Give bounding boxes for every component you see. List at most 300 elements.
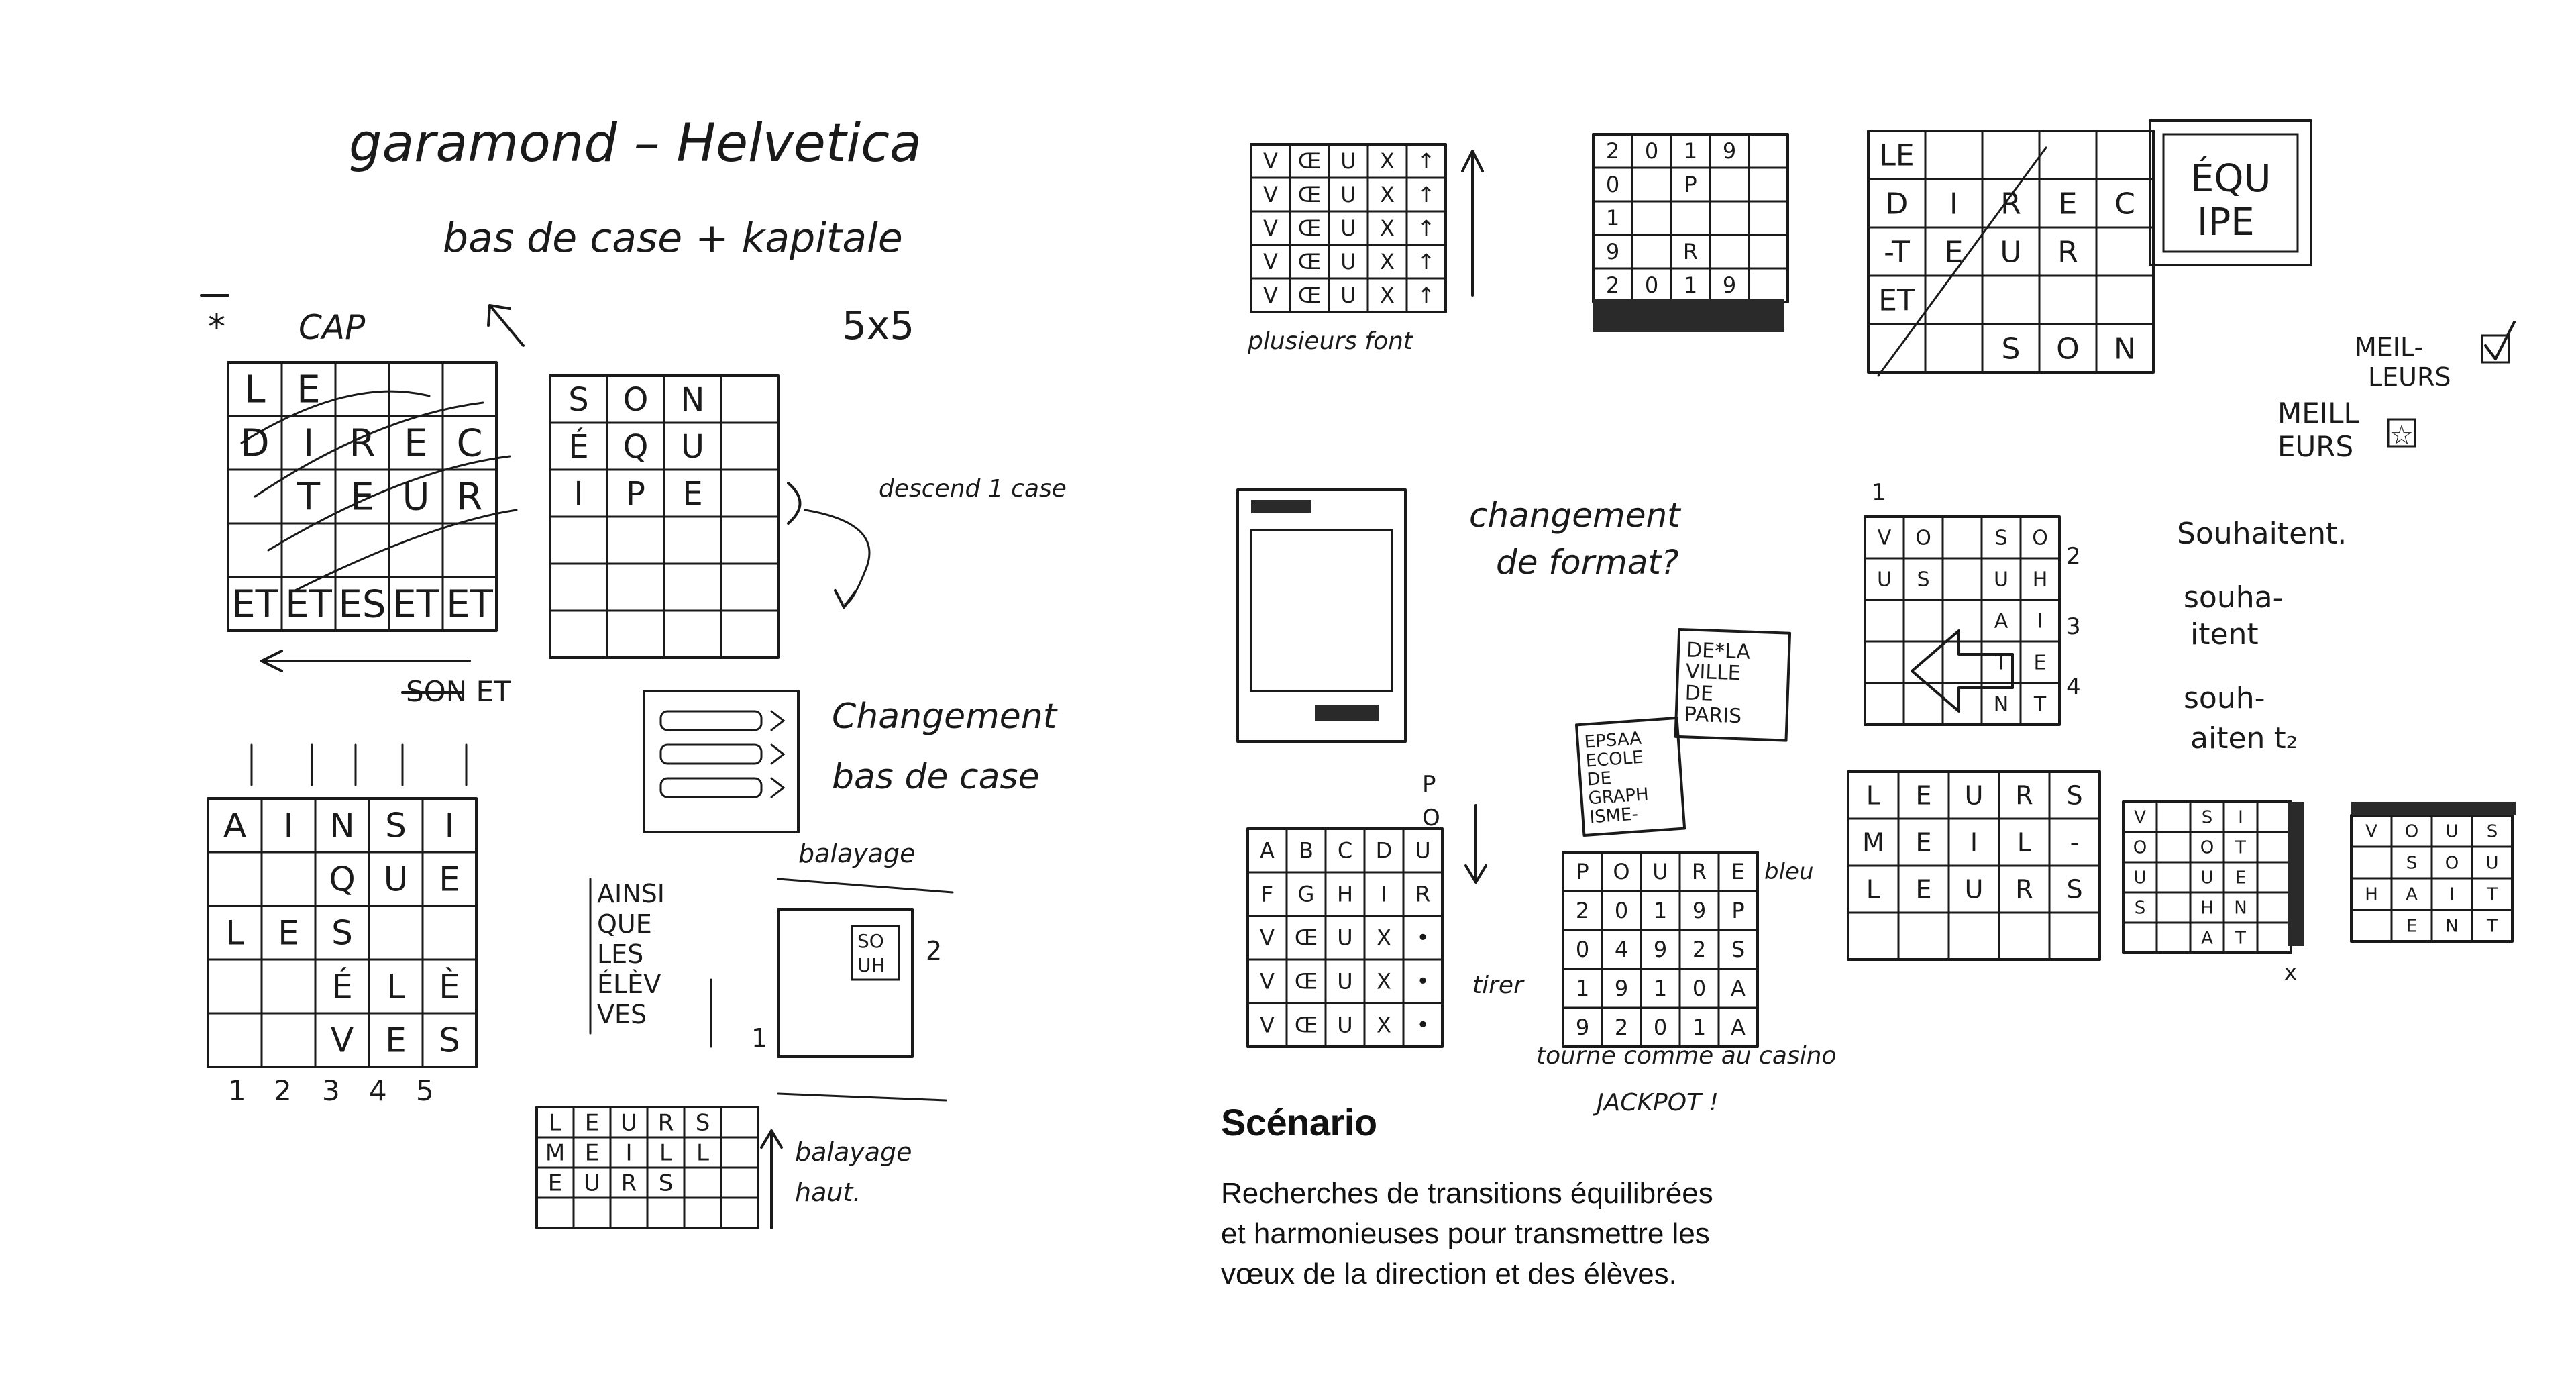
grid-cell-letter: U: [621, 1109, 637, 1137]
caption-body: Recherches de transitions équilibrées et harmonieuses pour transmettre les vœux de la direction et des élèves.: [1221, 1177, 1713, 1290]
changement-arrows: [661, 711, 784, 797]
grid-cell-letter: P: [626, 474, 645, 513]
grid-cell-letter: È: [439, 967, 460, 1006]
grid-cell-letter: T: [297, 475, 321, 519]
grid-cell-letter: 1: [1683, 272, 1698, 299]
grid-cell-letter: P: [1731, 898, 1745, 924]
grid-cell-letter: U: [1994, 568, 2008, 592]
grid-cell-letter: •: [1416, 925, 1430, 951]
grid-cell-letter: 9: [1614, 976, 1629, 1002]
card-line: AINSI: [597, 879, 665, 909]
grid-cell-letter: U: [1652, 859, 1668, 885]
grid-cell-letter: 2: [1605, 138, 1620, 164]
grid-cell-letter: X: [1377, 968, 1391, 994]
grid-cell-letter: A: [223, 806, 247, 845]
balayage-box: [778, 909, 912, 1057]
grid-cell-letter: E: [2406, 916, 2418, 937]
grid-cell-letter: E: [2235, 868, 2247, 888]
grid-cell-letter: X: [1380, 215, 1395, 242]
grid-cell-letter: 2: [1614, 1015, 1629, 1041]
grid-cell-letter: R: [349, 421, 376, 466]
grid-cell-letter: V: [1263, 249, 1278, 275]
grid-cell-letter: V: [1263, 148, 1278, 174]
grid-cell-letter: ↑: [1417, 282, 1436, 309]
note-jackpot: JACKPOT !: [1597, 1089, 1719, 1117]
equipe-line-2: IPE: [2197, 201, 2255, 244]
grid-cell-letter: 9: [1575, 1015, 1590, 1041]
grid-voeux: [1251, 144, 1446, 312]
grid-cell-letter: U: [402, 475, 430, 519]
grid-cell-letter: 2: [1605, 272, 1620, 299]
ainsi-list: [597, 879, 665, 1029]
grid-cell-letter: 1: [1605, 205, 1620, 231]
format-inner-box: [1251, 530, 1392, 691]
grid-cell-letter: ↑: [1417, 182, 1436, 208]
grid-cell-letter: S: [385, 806, 407, 845]
balayage-arrow-2: [778, 1094, 946, 1100]
note-grid-size: 5x5: [842, 303, 915, 348]
grid-year: [1593, 134, 1788, 302]
grid-cell-letter: ET: [392, 582, 439, 627]
grid-cell-letter: T: [2235, 928, 2246, 949]
grid-ainsi-que: [208, 798, 476, 1067]
grid-cell-letter: O: [2404, 821, 2419, 842]
grid-cell-letter: U: [2445, 821, 2459, 842]
grid-equipe: [2150, 121, 2311, 265]
grid-cell-letter: X: [1380, 249, 1395, 275]
grid-vous-hait: [2351, 815, 2512, 941]
grid-cell-letter: H: [2200, 898, 2214, 919]
balayage-arrow: [778, 879, 953, 892]
card-line: ECOLE: [1585, 747, 1644, 772]
arrow-diagonal: [490, 305, 523, 346]
grid-cell-letter: M: [1862, 827, 1884, 858]
top-hatch: [2351, 802, 2516, 815]
grid-cell-letter: U: [1340, 249, 1356, 275]
grid-cell-letter: P: [1576, 859, 1589, 885]
grid-cell-letter: E: [1731, 859, 1746, 885]
note-meilleurs-b-2: EURS: [2277, 430, 2354, 463]
svg-text:4: 4: [369, 1074, 387, 1107]
grid-cell-letter: E: [682, 474, 703, 513]
grid-cell-letter: U: [2133, 868, 2147, 888]
grid-cell-letter: O: [2133, 837, 2147, 858]
balayage-so: SO: [857, 930, 884, 952]
grid-cell-letter: I: [444, 806, 455, 845]
balayage-two: 2: [926, 936, 943, 966]
balayage-uh: UH: [857, 954, 885, 976]
grid-cell-letter: L: [659, 1139, 672, 1167]
grid-cell-letter: L: [386, 967, 405, 1006]
grid-cell-letter: L: [244, 368, 266, 412]
grid-cell-letter: U: [2200, 868, 2214, 888]
grid-cell-letter: A: [2406, 884, 2418, 905]
grid-cell-letter: C: [2114, 187, 2135, 221]
card-line: DE: [1586, 768, 1613, 790]
grid-cell-letter: R: [2000, 187, 2021, 221]
note-souhaitent-a: Souhaitent.: [2177, 517, 2347, 551]
grid-cell-letter: 0: [1614, 898, 1629, 924]
grid-cell-letter: V: [330, 1021, 354, 1060]
card-line: EPSAA: [1583, 728, 1643, 753]
grid-cell-letter: V: [2134, 807, 2146, 828]
grid-cell-letter: I: [1970, 827, 1978, 858]
grid-cell-letter: N: [329, 806, 355, 845]
bracket-mark: [788, 483, 800, 523]
card-line: PARIS: [1684, 703, 1742, 729]
card-epsaa: [1576, 718, 1684, 835]
grid-cell-letter: •: [1416, 1012, 1430, 1038]
grid-cell-letter: É: [331, 967, 353, 1006]
note-haut: haut.: [795, 1178, 861, 1207]
grid-cell-letter: 9: [1722, 138, 1737, 164]
grid-cell-letter: S: [1994, 526, 2008, 550]
grid-cell-letter: 2: [1692, 937, 1707, 963]
grid-cell-letter: V: [1260, 968, 1275, 994]
grid-cell-letter: R: [1415, 881, 1431, 907]
note-balayage: balayage: [798, 839, 916, 868]
grid-cell-letter: E: [584, 1109, 600, 1137]
grid-cell-letter: S: [568, 380, 589, 419]
grid-cell-letter: I: [2238, 807, 2243, 828]
grid-cell-letter: U: [584, 1170, 600, 1197]
grid-cell-letter: V: [1877, 526, 1892, 550]
grid-cell-letter: T: [2033, 692, 2047, 717]
note-p: P: [1422, 771, 1436, 798]
grid-cell-letter: LE: [1879, 138, 1915, 173]
grid-cell-letter: V: [1260, 1012, 1275, 1038]
grid-cell-letter: 4: [1614, 937, 1629, 963]
grid-son-equipe: [550, 376, 778, 658]
grid-cell-letter: M: [545, 1139, 566, 1167]
grid-leurs-small: [537, 1107, 758, 1228]
grid-cell-letter: S: [2486, 821, 2498, 842]
note-cap: CAP: [299, 308, 366, 347]
note-son-et: SON ET: [406, 675, 511, 708]
grid-cell-letter: R: [1691, 859, 1707, 885]
grid-cell-letter: E: [297, 368, 321, 412]
grid-cell-letter: ET: [1878, 283, 1915, 318]
grid-cell-letter: L: [696, 1139, 709, 1167]
grid-cell-letter: P: [1684, 172, 1697, 198]
grid-cell-letter: O: [1915, 526, 1931, 550]
grid-cell-letter: A: [1260, 837, 1275, 864]
grid-cell-letter: U: [1877, 568, 1892, 592]
caption-block: [1221, 1100, 1825, 1294]
note-meilleurs-a-2: LEURS: [2368, 362, 2451, 392]
grid-cell-letter: D: [1885, 187, 1909, 221]
grid-cell-letter: ↑: [1417, 249, 1436, 275]
grid-cell-letter: R: [2057, 235, 2078, 270]
format-hatch-bottom: [1315, 705, 1379, 721]
grid-cell-letter: ET: [285, 582, 332, 627]
grid-cell-letter: X: [1380, 182, 1395, 208]
grid-cell-letter: 1: [1653, 898, 1668, 924]
down-arrows-row: [252, 745, 466, 785]
grid-cell-letter: Œ: [1294, 968, 1318, 994]
grid-cell-letter: V: [2365, 821, 2377, 842]
svg-text:3: 3: [2066, 613, 2081, 640]
asterisk-mark: *: [208, 307, 225, 348]
grid-cell-letter: N: [680, 380, 705, 419]
grid-cell-letter: E: [1915, 874, 1932, 905]
note-souhaitent-c-2: aiten t₂: [2190, 721, 2298, 756]
grid-cell-letter: 0: [1644, 272, 1659, 299]
grid-cell-letter: Œ: [1294, 1012, 1318, 1038]
grid-directeur-big: [1868, 131, 2153, 372]
hatched-band: [1593, 299, 1784, 332]
descend-arrow: [805, 510, 869, 604]
card-line: DE*LA: [1686, 638, 1751, 664]
grid-cell-letter: X: [1377, 925, 1391, 951]
grid-cell-letter: O: [2056, 331, 2080, 366]
grid-frame: [1865, 517, 2059, 725]
note-de-format: de format?: [1496, 543, 1679, 582]
caption-title: Scénario: [1221, 1101, 1377, 1143]
grid-cell-letter: A: [1731, 1015, 1746, 1041]
grid-cell-letter: S: [1917, 568, 1930, 592]
grid-cell-letter: O: [2200, 837, 2214, 858]
grid-cell-letter: I: [303, 421, 315, 466]
grid-cell-letter: U: [1337, 1012, 1353, 1038]
grid-cell-letter: S: [439, 1021, 460, 1060]
grid-cell-letter: X: [1380, 282, 1395, 309]
grid-cell-letter: S: [2001, 331, 2021, 366]
grid-cell-letter: E: [547, 1170, 563, 1197]
grid-cell-letter: E: [404, 421, 428, 466]
grid-le-directeur: [228, 362, 496, 631]
card-paris: [1676, 629, 1790, 741]
note-tirer: tirer: [1472, 972, 1523, 999]
note-plusieurs-font: plusieurs font: [1248, 327, 1413, 355]
note-o: O: [1422, 805, 1440, 831]
grid-cell-letter: ↑: [1417, 148, 1436, 174]
grid-cell-letter: 9: [1722, 272, 1737, 299]
grid-cell-letter: V: [1263, 182, 1278, 208]
grid-cell-letter: L: [225, 913, 244, 953]
grid-cell-letter: U: [680, 427, 705, 466]
grid-cell-letter: O: [2032, 526, 2048, 550]
note-meilleurs-a-1: MEIL-: [2355, 332, 2424, 362]
grid-cell-letter: 9: [1692, 898, 1707, 924]
grid-cell-letter: T: [2487, 916, 2498, 937]
grid-cell-letter: 0: [1575, 937, 1590, 963]
grid-vous-sou: [2123, 802, 2291, 953]
svg-text:3: 3: [322, 1074, 340, 1107]
card-line: VILLE: [1685, 660, 1741, 686]
grid-cell-letter: S: [2066, 780, 2083, 811]
grid-cell-letter: U: [1340, 182, 1356, 208]
grid-cell-letter: Œ: [1297, 282, 1322, 309]
grid-cell-letter: T: [1994, 651, 2008, 675]
grid-alphabet: [1248, 829, 1442, 1047]
grid-cell-letter: V: [1263, 282, 1278, 309]
equipe-line-1: ÉQU: [2190, 157, 2271, 201]
grid-cell-letter: F: [1260, 881, 1274, 907]
grid-cell-letter: 1: [1683, 138, 1698, 164]
card-line: DE: [1684, 681, 1714, 706]
grid-cell-letter: R: [2015, 874, 2033, 905]
grid-cell-letter: S: [695, 1109, 710, 1137]
grid-cell-letter: 1: [1575, 976, 1590, 1002]
grid-cell-letter: E: [2058, 187, 2078, 221]
grid-cell-letter: S: [2134, 898, 2146, 919]
grid-cell-letter: O: [2445, 853, 2459, 874]
grid-cell-letter: Q: [329, 860, 356, 899]
column-numbers: [228, 1074, 434, 1107]
grid-cell-letter: S: [1731, 937, 1746, 963]
grid-cell-letter: E: [1915, 780, 1932, 811]
grid-cell-letter: N: [2114, 331, 2136, 366]
grid-cell-letter: E: [1915, 827, 1932, 858]
grid-cell-letter: 0: [1644, 138, 1659, 164]
grid-cell-letter: D: [1375, 837, 1393, 864]
note-souhaitent-c-1: souh-: [2184, 681, 2265, 715]
grid-vous-souhaitent: [1865, 517, 2059, 725]
grid-cell-letter: U: [1340, 148, 1356, 174]
grid-cell-letter: T: [2235, 837, 2246, 858]
grid-cell-letter: V: [1260, 925, 1275, 951]
grid-cell-letter: C: [1337, 837, 1353, 864]
note-changement-format: changement: [1469, 496, 1680, 535]
svg-text:4: 4: [2066, 674, 2081, 701]
card-line: ISME-: [1589, 804, 1639, 828]
card-line: QUE: [597, 909, 652, 939]
grid-cell-letter: L: [1866, 874, 1881, 905]
card-line: GRAPH: [1587, 784, 1650, 809]
grid-cell-letter: U: [2485, 853, 2499, 874]
side-hatch: [2288, 802, 2304, 946]
grid-cell-letter: X: [1377, 1012, 1391, 1038]
grid-cell-letter: ↑: [1417, 215, 1436, 242]
grid-cell-letter: U: [1340, 282, 1356, 309]
grid-cell-letter: S: [2406, 853, 2418, 874]
check-mark: [2485, 322, 2514, 359]
grid-cell-letter: I: [2449, 884, 2455, 905]
grid-cell-letter: I: [1949, 187, 1958, 221]
grid-cell-letter: I: [574, 474, 584, 513]
grid-cell-letter: E: [1944, 235, 1964, 270]
grid-cell-letter: 9: [1653, 937, 1668, 963]
grid-cell-letter: U: [1337, 925, 1353, 951]
note-case: bas de case + kapitale: [443, 215, 903, 262]
grid-cell-letter: I: [2037, 609, 2043, 633]
grid-cell-letter: Œ: [1297, 148, 1322, 174]
grid-cell-letter: E: [584, 1139, 600, 1167]
grid-cell-letter: I: [1381, 881, 1387, 907]
grid-cell-letter: U: [1964, 780, 1984, 811]
grid-cell-letter: S: [331, 913, 353, 953]
note-tourne: tourne comme au casino: [1536, 1042, 1837, 1070]
grid-cell-letter: X: [1380, 148, 1395, 174]
grid-pour: [1563, 852, 1758, 1047]
grid-cell-letter: D: [240, 421, 270, 466]
grid-cell-letter: R: [1682, 239, 1699, 265]
grid-cell-letter: 0: [1605, 172, 1620, 198]
card-line: ÉLÈV: [597, 970, 661, 999]
note-bleu: bleu: [1764, 858, 1814, 885]
grid-cell-letter: B: [1299, 837, 1313, 864]
grid-cell-letter: E: [278, 913, 299, 953]
grid-cell-letter: Œ: [1297, 182, 1322, 208]
note-descend: descend 1 case: [879, 475, 1067, 503]
grid-cell-letter: I: [283, 806, 294, 845]
grid-cell-letter: G: [1297, 881, 1315, 907]
note-souhaitent-b-1: souha-: [2184, 580, 2284, 615]
grid-cell-letter: Œ: [1297, 215, 1322, 242]
grid-cell-letter: U: [1337, 968, 1353, 994]
grid-cell-letter: ES: [338, 582, 386, 627]
grid-cell-letter: ET: [231, 582, 278, 627]
svg-text:1: 1: [1872, 479, 1886, 506]
grid-cell-letter: S: [2201, 807, 2213, 828]
grid-cell-letter: V: [1263, 215, 1278, 242]
grid-cell-letter: A: [1731, 976, 1746, 1002]
grid-cell-letter: 1: [1692, 1015, 1707, 1041]
grid-cell-letter: •: [1416, 968, 1430, 994]
grid-cell-letter: A: [2201, 928, 2213, 949]
grid-cell-letter: S: [658, 1170, 674, 1197]
grid-cell-letter: É: [568, 427, 589, 466]
grid-cell-letter: -T: [1884, 235, 1910, 270]
grid-cell-letter: E: [2033, 651, 2047, 675]
svg-text:5: 5: [416, 1074, 434, 1107]
grid-cell-letter: T: [2487, 884, 2498, 905]
card-line: VES: [597, 1000, 647, 1029]
grid-cell-letter: H: [1336, 881, 1354, 907]
grid-cell-letter: -: [2070, 827, 2080, 858]
grid-cell-letter: 1: [1653, 976, 1668, 1002]
card-line: LES: [597, 939, 644, 969]
grid-cell-letter: A: [1994, 609, 2008, 633]
grid-cell-letter: L: [549, 1109, 561, 1137]
grid-cell-letter: E: [350, 475, 374, 519]
transition-curve-4: [295, 510, 517, 590]
grid-cell-letter: H: [2365, 884, 2378, 905]
format-hatch-top: [1251, 500, 1311, 513]
note-fonts: garamond – Helvetica: [349, 113, 922, 174]
svg-text:2: 2: [2066, 543, 2081, 570]
grid-cell-letter: S: [2066, 874, 2083, 905]
grid-cell-letter: 2: [1575, 898, 1590, 924]
grid-cell-letter: ET: [446, 582, 493, 627]
grid-cell-letter: Œ: [1297, 249, 1322, 275]
svg-text:2: 2: [274, 1074, 292, 1107]
grid-cell-letter: R: [2015, 780, 2033, 811]
grid-cell-letter: N: [2234, 898, 2247, 919]
grid-cell-letter: O: [1613, 859, 1630, 885]
grid-cell-letter: O: [623, 380, 649, 419]
grid-cell-letter: R: [621, 1170, 637, 1197]
grid-cell-letter: 9: [1605, 239, 1620, 265]
grid-cell-letter: N: [2445, 916, 2459, 937]
grid-cell-letter: C: [456, 421, 483, 466]
grid-cell-letter: 0: [1653, 1015, 1668, 1041]
note-changement-bas: [832, 696, 1058, 737]
note-meilleurs-b-1: MEILL: [2277, 397, 2359, 429]
grid-cell-letter: 0: [1692, 976, 1707, 1002]
grid-cell-letter: I: [625, 1139, 633, 1167]
grid-cell-letter: U: [1340, 215, 1356, 242]
grid-cell-letter: U: [1964, 874, 1984, 905]
grid-cell-letter: L: [1866, 780, 1881, 811]
note-bas-de-case: bas de case: [832, 757, 1040, 797]
note-souhaitent-b-2: itent: [2190, 617, 2259, 652]
note-balayage-haut: balayage: [795, 1137, 912, 1167]
note-x: x: [2284, 960, 2297, 985]
grid-cell-letter: L: [2017, 827, 2032, 858]
note-changement-line: Changement: [832, 696, 1057, 737]
